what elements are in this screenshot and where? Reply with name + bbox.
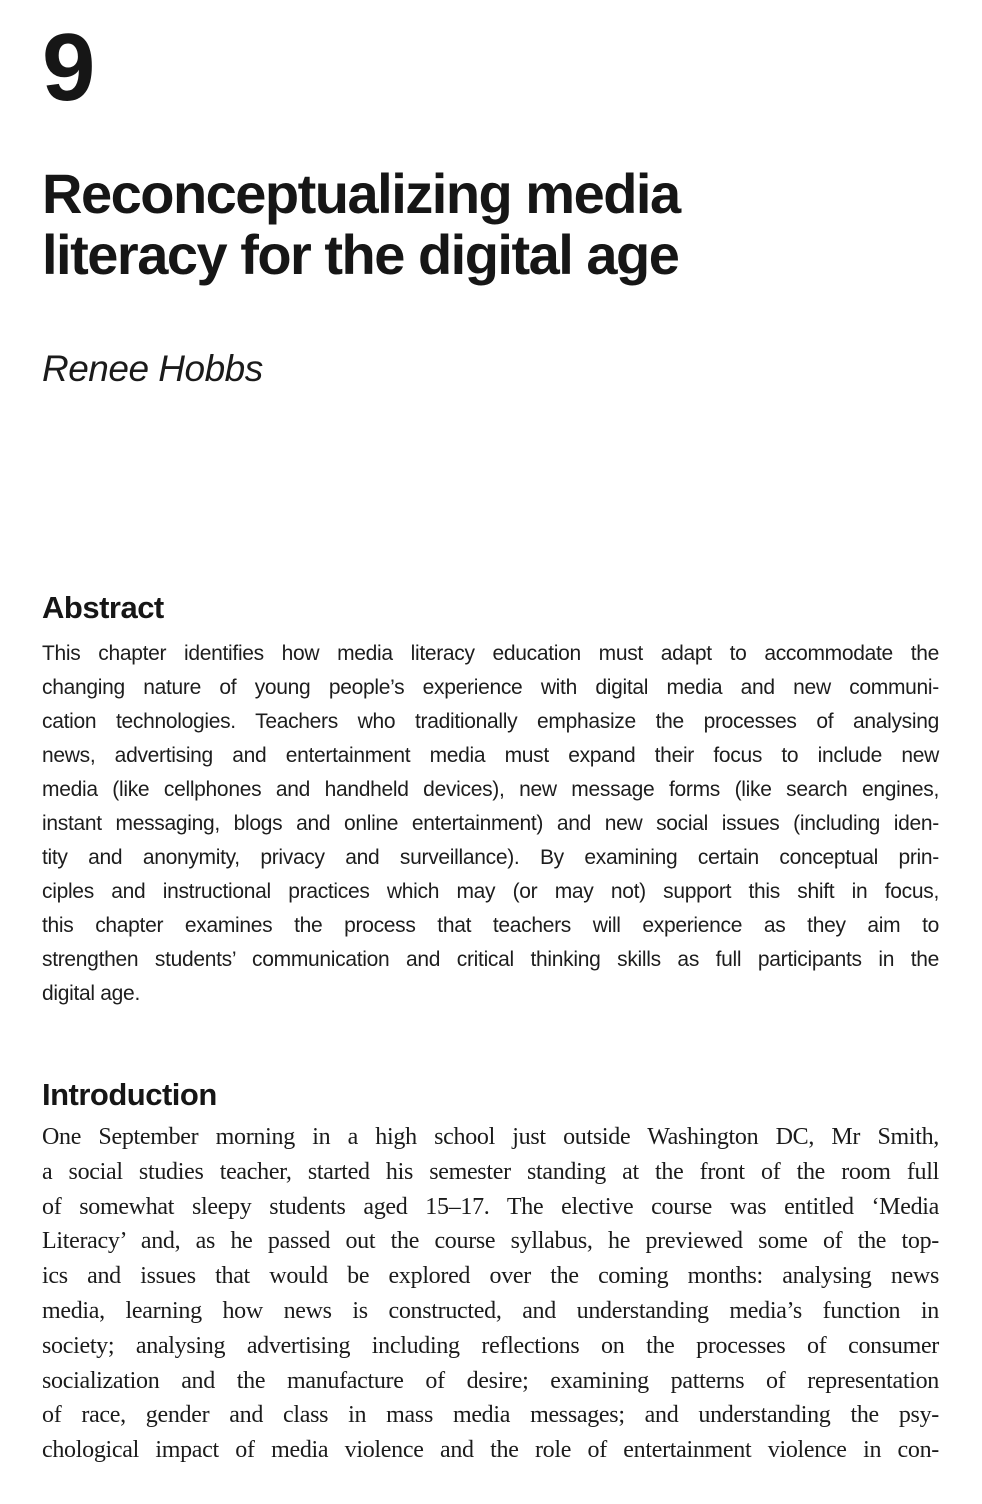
text-line: news, advertising and entertainment media must expand their focus to include new [42, 744, 939, 767]
chapter-number: 9 [42, 14, 95, 121]
text-line: cation technologies. Teachers who traditionally emphasize the processes of analysing [42, 710, 939, 733]
chapter-title-line-1: Reconceptualizing media [42, 162, 680, 225]
author-name: Renee Hobbs [42, 348, 263, 389]
introduction-heading: Introduction [42, 1077, 217, 1112]
text-line: ciples and instructional practices which may (or may not) support this shift in focus, [42, 880, 939, 903]
text-line: Literacy’ and, as he passed out the course syllabus, he previewed some of the top- [42, 1228, 939, 1255]
text-line: media, learning how news is constructed, and understanding media’s function in [42, 1297, 939, 1324]
text-line: changing nature of young people’s experience with digital media and new communi- [42, 676, 939, 699]
abstract-heading: Abstract [42, 590, 164, 625]
text-line: society; analysing advertising including reflections on the processes of consumer [42, 1332, 939, 1359]
text-line: instant messaging, blogs and online entertainment) and new social issues (including iden- [42, 812, 939, 835]
text-line: ics and issues that would be explored over the coming months: analysing news [42, 1263, 939, 1290]
text-line: This chapter identifies how media literacy education must adapt to accommodate the [42, 642, 939, 665]
text-line: strengthen students’ communication and critical thinking skills as full participants in the [42, 948, 939, 971]
text-line: of somewhat sleepy students aged 15–17. The elective course was entitled ‘Media [42, 1193, 939, 1220]
text-line: chological impact of media violence and the role of entertainment violence in con- [42, 1437, 939, 1464]
text-line: digital age. [42, 982, 140, 1005]
text-line: tity and anonymity, privacy and surveillance). By examining certain conceptual prin- [42, 846, 939, 869]
chapter-title [42, 163, 680, 285]
text-line: of race, gender and class in mass media messages; and understanding the psy- [42, 1402, 939, 1429]
abstract-paragraph [42, 637, 939, 1011]
chapter-title-line-2: literacy for the digital age [42, 223, 679, 286]
text-line: a social studies teacher, started his semester standing at the front of the room full [42, 1158, 939, 1185]
text-line: media (like cellphones and handheld devices), new message forms (like search engines, [42, 778, 939, 801]
text-line: One September morning in a high school just outside Washington DC, Mr Smith, [42, 1124, 939, 1150]
introduction-paragraph [42, 1120, 939, 1468]
text-line: this chapter examines the process that teachers will experience as they aim to [42, 914, 939, 937]
text-line: socialization and the manufacture of desire; examining patterns of representation [42, 1367, 939, 1394]
